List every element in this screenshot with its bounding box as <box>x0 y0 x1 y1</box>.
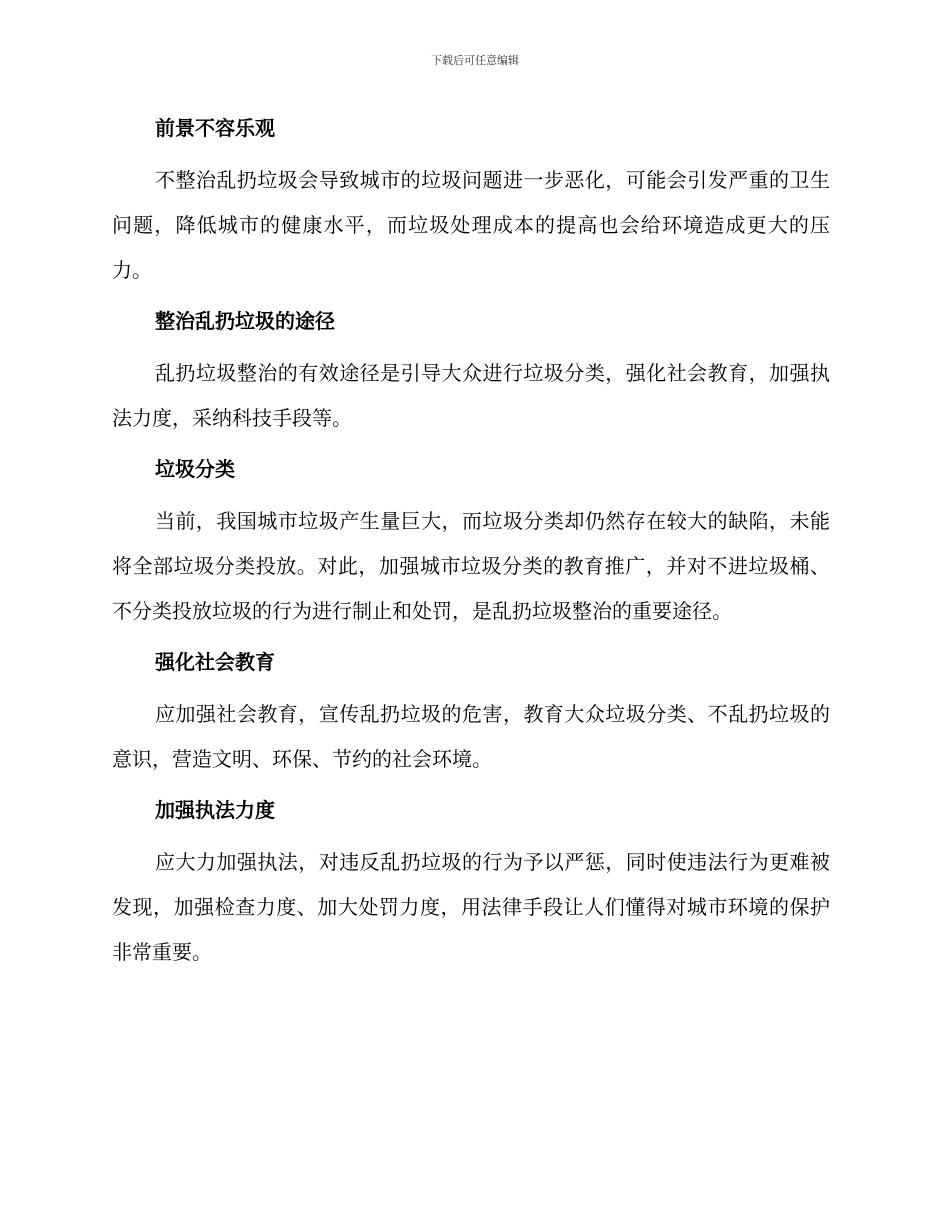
section-social-education <box>112 646 830 782</box>
section-law-enforcement <box>112 794 830 975</box>
section-heading: 整治乱扔垃圾的途径 <box>155 309 335 333</box>
section-paragraph: 当前，我国城市垃圾产生量巨大，而垃圾分类却仍然存在较大的缺陷，未能将全部垃圾分类投放。对此，加强城市垃圾分类的教育推广，并对不进垃圾桶、不分类投放垃圾的行为进行制止和处罚，是乱扔垃圾整治的重要途径。 <box>112 509 830 623</box>
section-paragraph: 应大力加强执法，对违反乱扔垃圾的行为予以严惩，同时使违法行为更难被发现，加强检查力度、加大处罚力度，用法律手段让人们懂得对城市环境的保护非常重要。 <box>112 850 830 964</box>
section-heading: 垃圾分类 <box>155 457 235 481</box>
section-paragraph: 应加强社会教育，宣传乱扔垃圾的危害，教育大众垃圾分类、不乱扔垃圾的意识，营造文明、环保、节约的社会环境。 <box>112 702 830 771</box>
section-waste-sorting <box>112 453 830 634</box>
section-heading: 加强执法力度 <box>155 798 275 822</box>
section-paragraph: 乱扔垃圾整治的有效途径是引导大众进行垃圾分类，强化社会教育，加强执法力度，采纳科技手段等。 <box>112 361 830 430</box>
section-outlook <box>112 112 830 293</box>
document-body <box>112 112 830 987</box>
section-heading: 前景不容乐观 <box>155 116 275 140</box>
section-approaches <box>112 305 830 441</box>
section-heading: 强化社会教育 <box>155 650 275 674</box>
section-paragraph: 不整治乱扔垃圾会导致城市的垃圾问题进一步恶化，可能会引发严重的卫生问题，降低城市的健康水平，而垃圾处理成本的提高也会给环境造成更大的压力。 <box>112 168 830 282</box>
page-header-note: 下载后可任意编辑 <box>431 54 519 67</box>
